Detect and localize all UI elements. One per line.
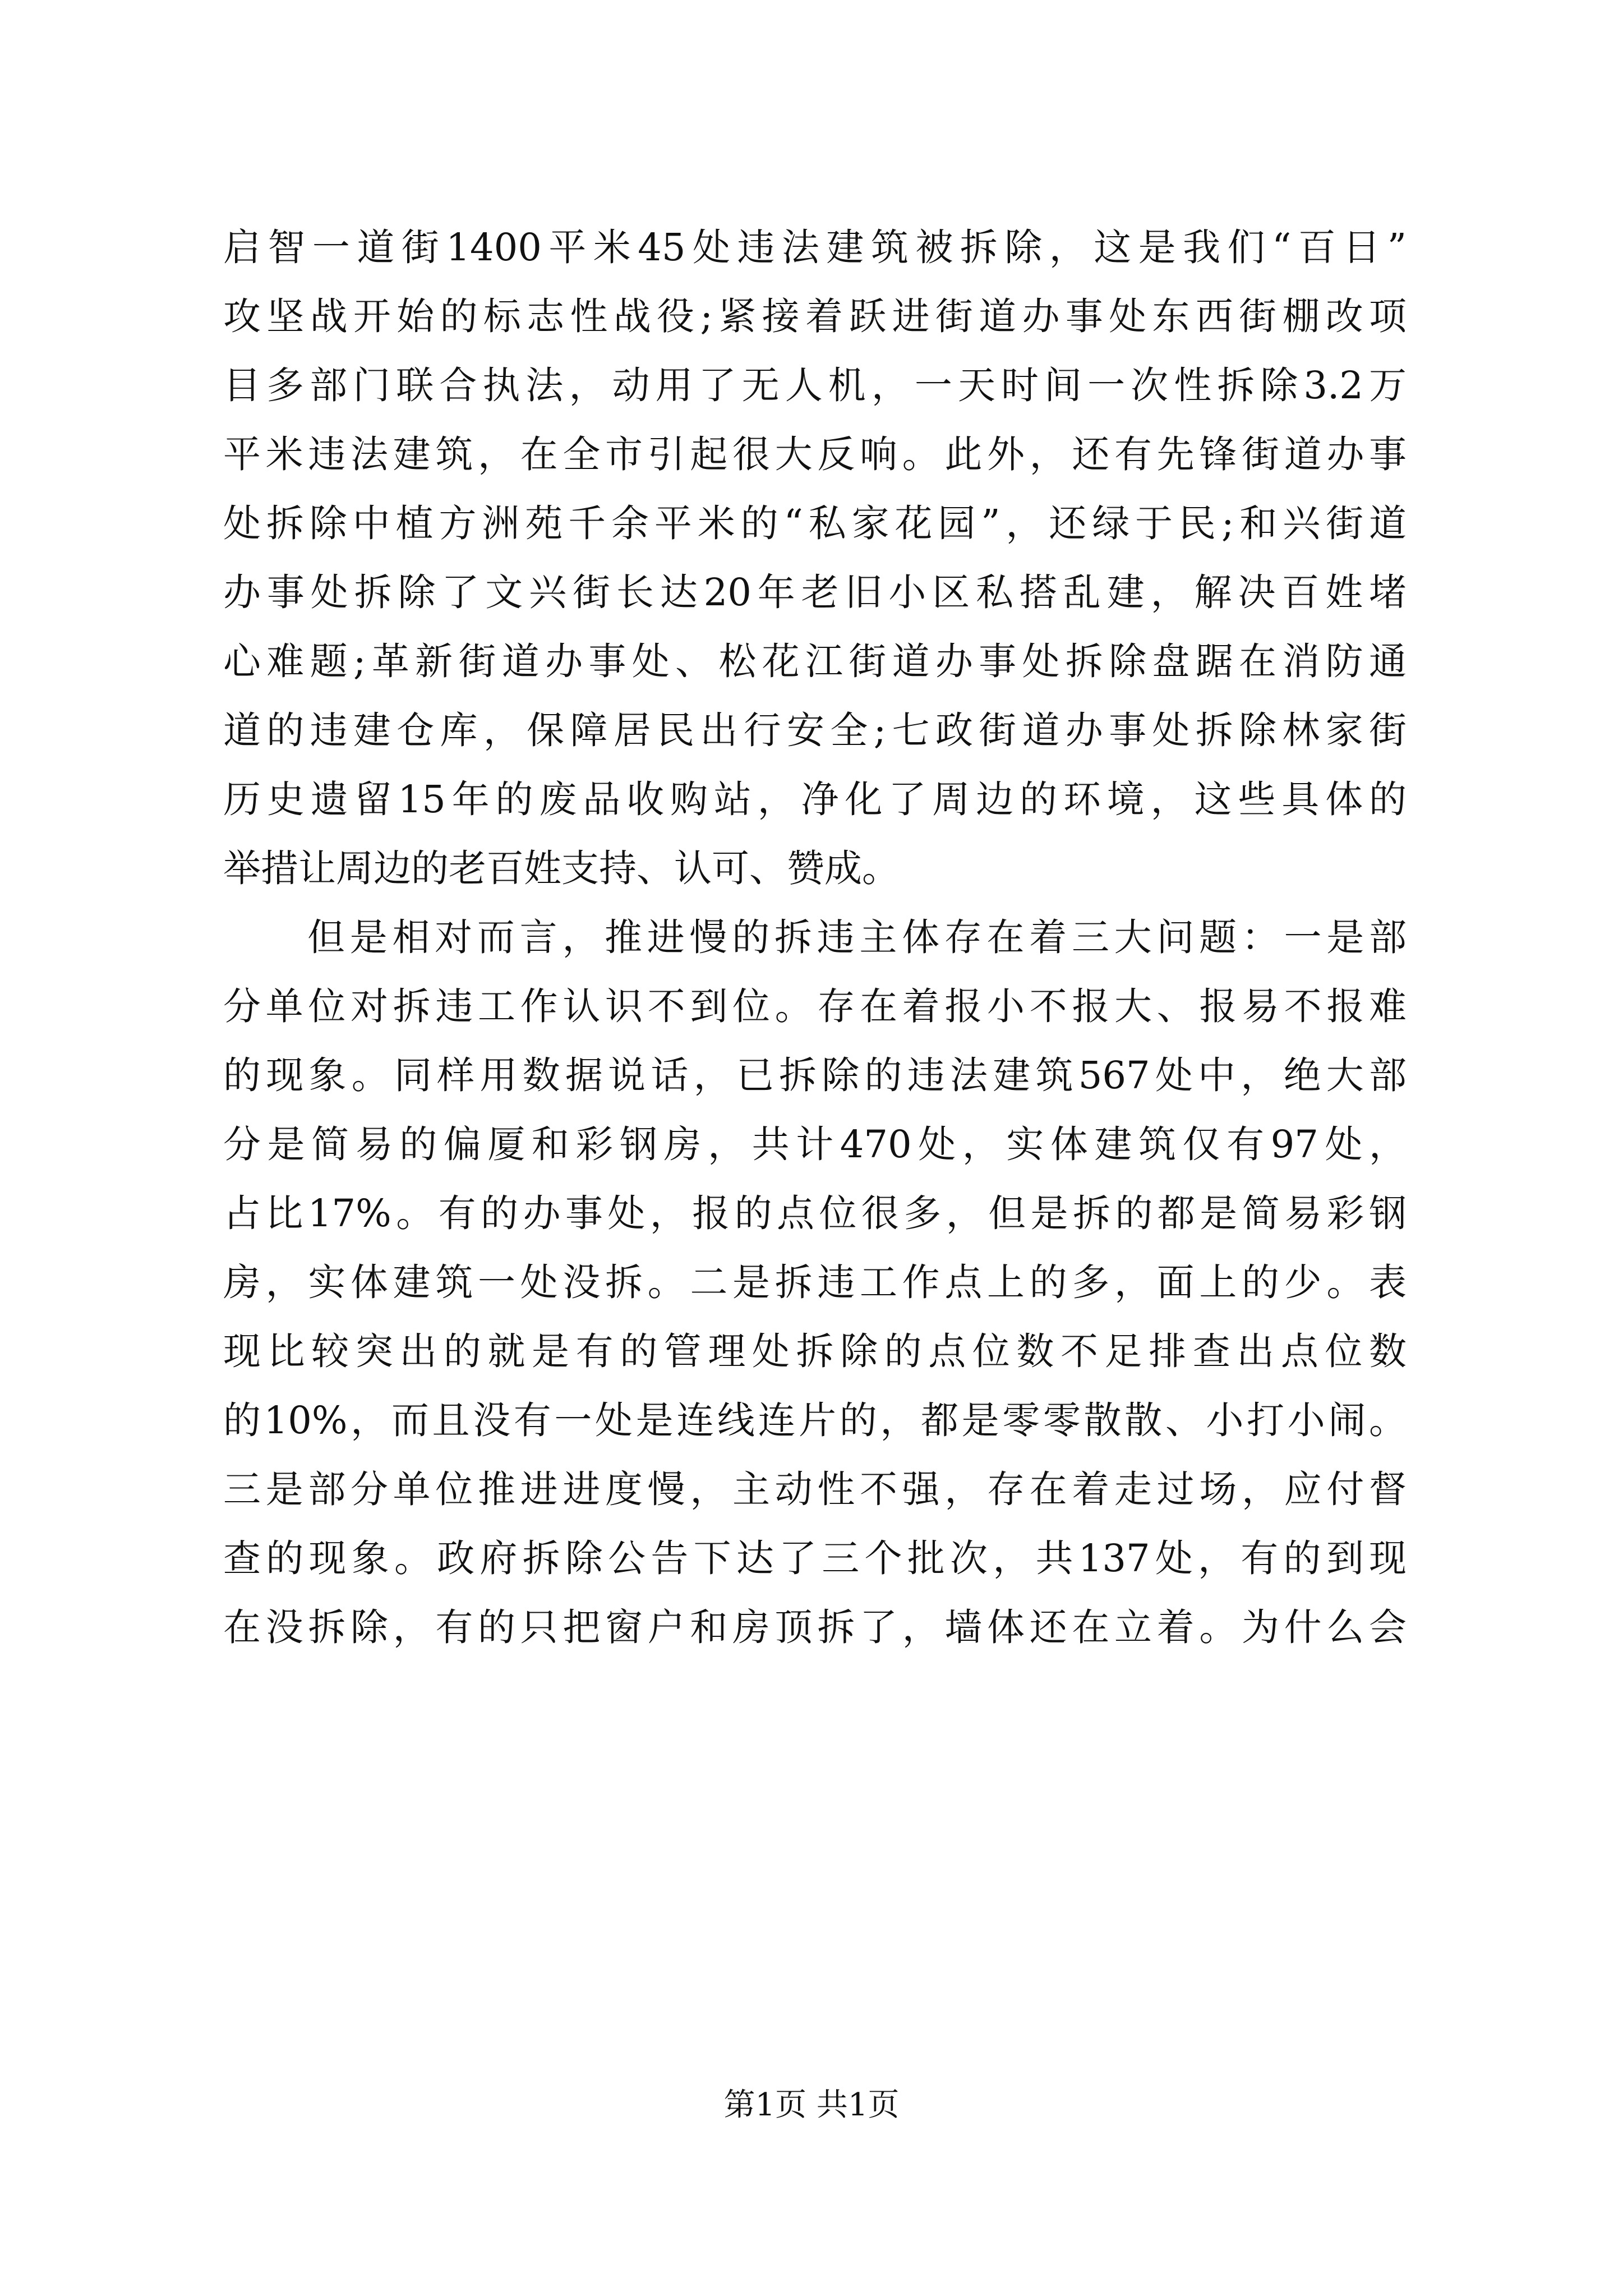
page-number-label: 第1页 共1页 (723, 2087, 900, 2123)
paragraph-1 (223, 213, 1407, 903)
text-line: 占比17%。有的办事处，报的点位很多，但是拆的都是简易彩钢 (223, 1191, 1407, 1235)
paragraph-2 (223, 903, 1407, 1662)
text-line: 的现象。同样用数据说话，已拆除的违法建筑567处中，绝大部 (223, 1053, 1407, 1097)
text-line: 办事处拆除了文兴街长达20年老旧小区私搭乱建，解决百姓堵 (223, 570, 1407, 614)
text-line: 启智一道街1400平米45处违法建筑被拆除，这是我们“百日” (223, 226, 1407, 269)
text-line: 查的现象。政府拆除公告下达了三个批次，共137处，有的到现 (223, 1536, 1407, 1580)
page-footer (0, 2083, 1623, 2128)
text-line: 攻坚战开始的标志性战役;紧接着跃进街道办事处东西街棚改项 (223, 295, 1407, 338)
text-line: 心难题;革新街道办事处、松花江街道办事处拆除盘踞在消防通 (223, 639, 1407, 683)
text-line: 分单位对拆违工作认识不到位。存在着报小不报大、报易不报难 (223, 984, 1407, 1028)
text-line: 平米违法建筑，在全市引起很大反响。此外，还有先锋街道办事 (223, 432, 1407, 476)
text-line: 在没拆除，有的只把窗户和房顶拆了，墙体还在立着。为什么会 (223, 1605, 1407, 1649)
text-line: 现比较突出的就是有的管理处拆除的点位数不足排查出点位数 (223, 1329, 1407, 1373)
text-line: 举措让周边的老百姓支持、认可、赞成。 (223, 846, 900, 890)
text-line: 房，实体建筑一处没拆。二是拆违工作点上的多，面上的少。表 (223, 1260, 1407, 1304)
text-line: 道的违建仓库，保障居民出行安全;七政街道办事处拆除林家街 (223, 708, 1407, 752)
text-line: 的10%，而且没有一处是连线连片的，都是零零散散、小打小闹。 (223, 1398, 1407, 1442)
text-line: 目多部门联合执法，动用了无人机，一天时间一次性拆除3.2万 (223, 364, 1407, 407)
text-line: 但是相对而言，推进慢的拆违主体存在着三大问题：一是部 (307, 915, 1407, 959)
text-line: 分是简易的偏厦和彩钢房，共计470处，实体建筑仅有97处， (223, 1122, 1407, 1166)
text-line: 三是部分单位推进进度慢，主动性不强，存在着走过场，应付督 (223, 1467, 1407, 1511)
body-text (223, 213, 1407, 1662)
text-line: 历史遗留15年的废品收购站，净化了周边的环境，这些具体的 (223, 777, 1407, 821)
text-line: 处拆除中植方洲苑千余平米的“私家花园”，还绿于民;和兴街道 (223, 501, 1407, 545)
